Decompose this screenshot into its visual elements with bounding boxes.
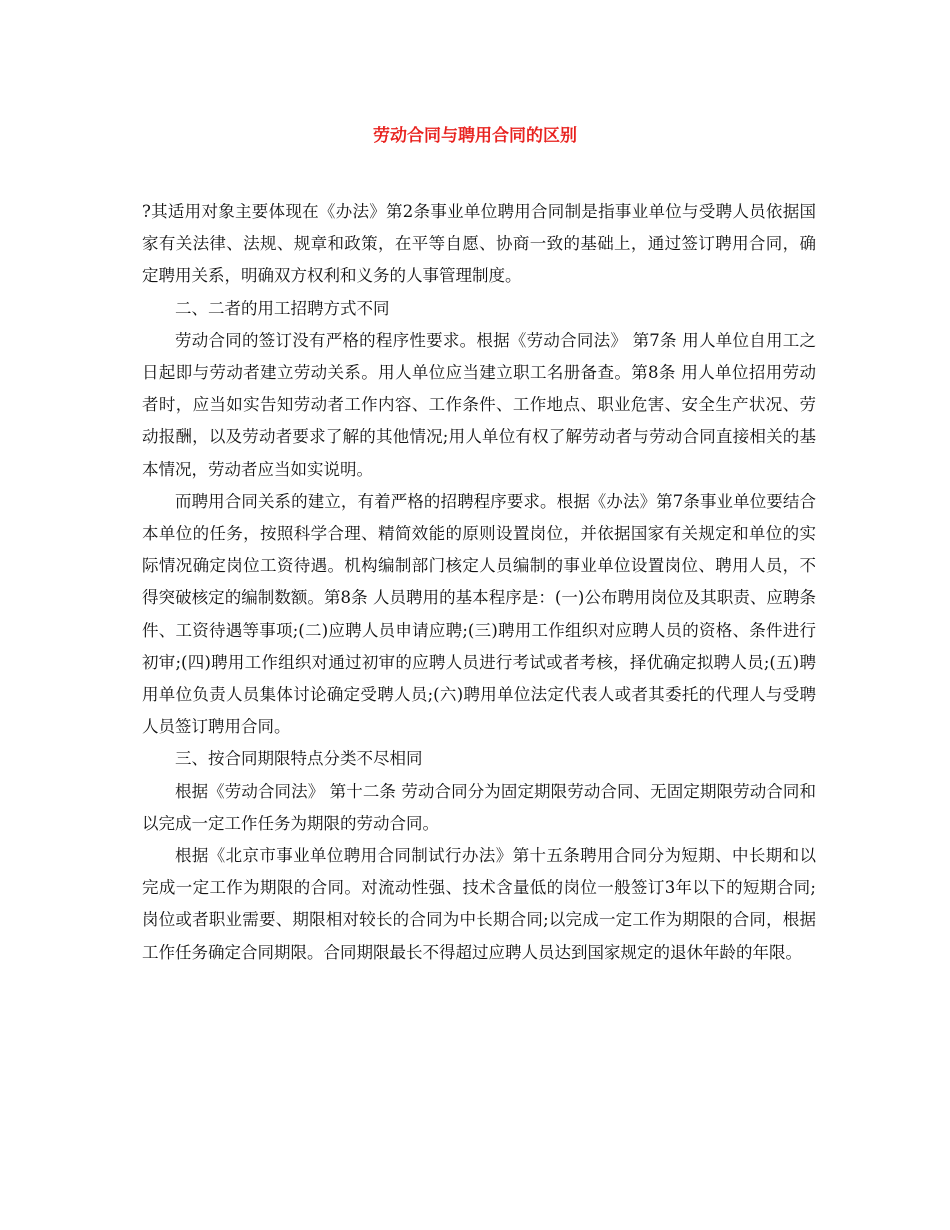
section-heading-recruitment: 二、二者的用工招聘方式不同 [175, 298, 390, 318]
paragraph-employment-contract-procedure: 而聘用合同关系的建立，有着严格的招聘程序要求。根据《办法》第7条事业单位要结合本单位的任务，按照科学合理、精简效能的原则设置岗位，并依据国家有关规定和单位的实际情况确定岗位工资待遇。机构编制部门核定人员编制的事业单位设置岗位、聘用人员，不得突破核定的编制数额。第8条 人员聘用的基本程序是：(一)公布聘用岗位及其职责、应聘条件、工资待遇等事项;(二)应聘人员申请应聘;(三)聘用工作组织对应聘人员的资格、条件进行初审;(四)聘用工作组织对通过初审的应聘人员进行考试或者考核，择优确定拟聘人员;(五)聘用单位负责人员集体讨论确定受聘人员;(六)聘用单位法定代表人或者其委托的代理人与受聘人员签订聘用合同。 [142, 491, 816, 737]
paragraph-beijing-contract-types: 根据《北京市事业单位聘用合同制试行办法》第十五条聘用合同分为短期、中长期和以完成一定工作为期限的合同。对流动性强、技术含量低的岗位一般签订3年以下的短期合同;岗位或者职业需要、期限相对较长的合同为中长期合同;以完成一定工作为期限的合同，根据工作任务确定合同期限。合同期限最长不得超过应聘人员达到国家规定的退休年龄的年限。 [142, 846, 816, 962]
section-heading-contract-term: 三、按合同期限特点分类不尽相同 [175, 749, 423, 769]
document-title: 劳动合同与聘用合同的区别 [373, 126, 577, 146]
paragraph-labor-contract-types: 根据《劳动合同法》 第十二条 劳动合同分为固定期限劳动合同、无固定期限劳动合同和以完成一定工作任务为期限的劳动合同。 [142, 781, 816, 833]
document-body [142, 196, 816, 969]
paragraph-applicable-scope: ?其适用对象主要体现在《办法》第2条事业单位聘用合同制是指事业单位与受聘人员依据国家有关法律、法规、规章和政策，在平等自愿、协商一致的基础上，通过签订聘用合同，确定聘用关系，明确双方权利和义务的人事管理制度。 [142, 202, 816, 286]
paragraph-labor-contract-signing: 劳动合同的签订没有严格的程序性要求。根据《劳动合同法》 第7条 用人单位自用工之日起即与劳动者建立劳动关系。用人单位应当建立职工名册备查。第8条 用人单位招用劳动者时，应当如实告知劳动者工作内容、工作条件、工作地点、职业危害、安全生产状况、劳动报酬，以及劳动者要求了解的其他情况;用人单位有权了解劳动者与劳动合同直接相关的基本情况，劳动者应当如实说明。 [142, 330, 816, 479]
